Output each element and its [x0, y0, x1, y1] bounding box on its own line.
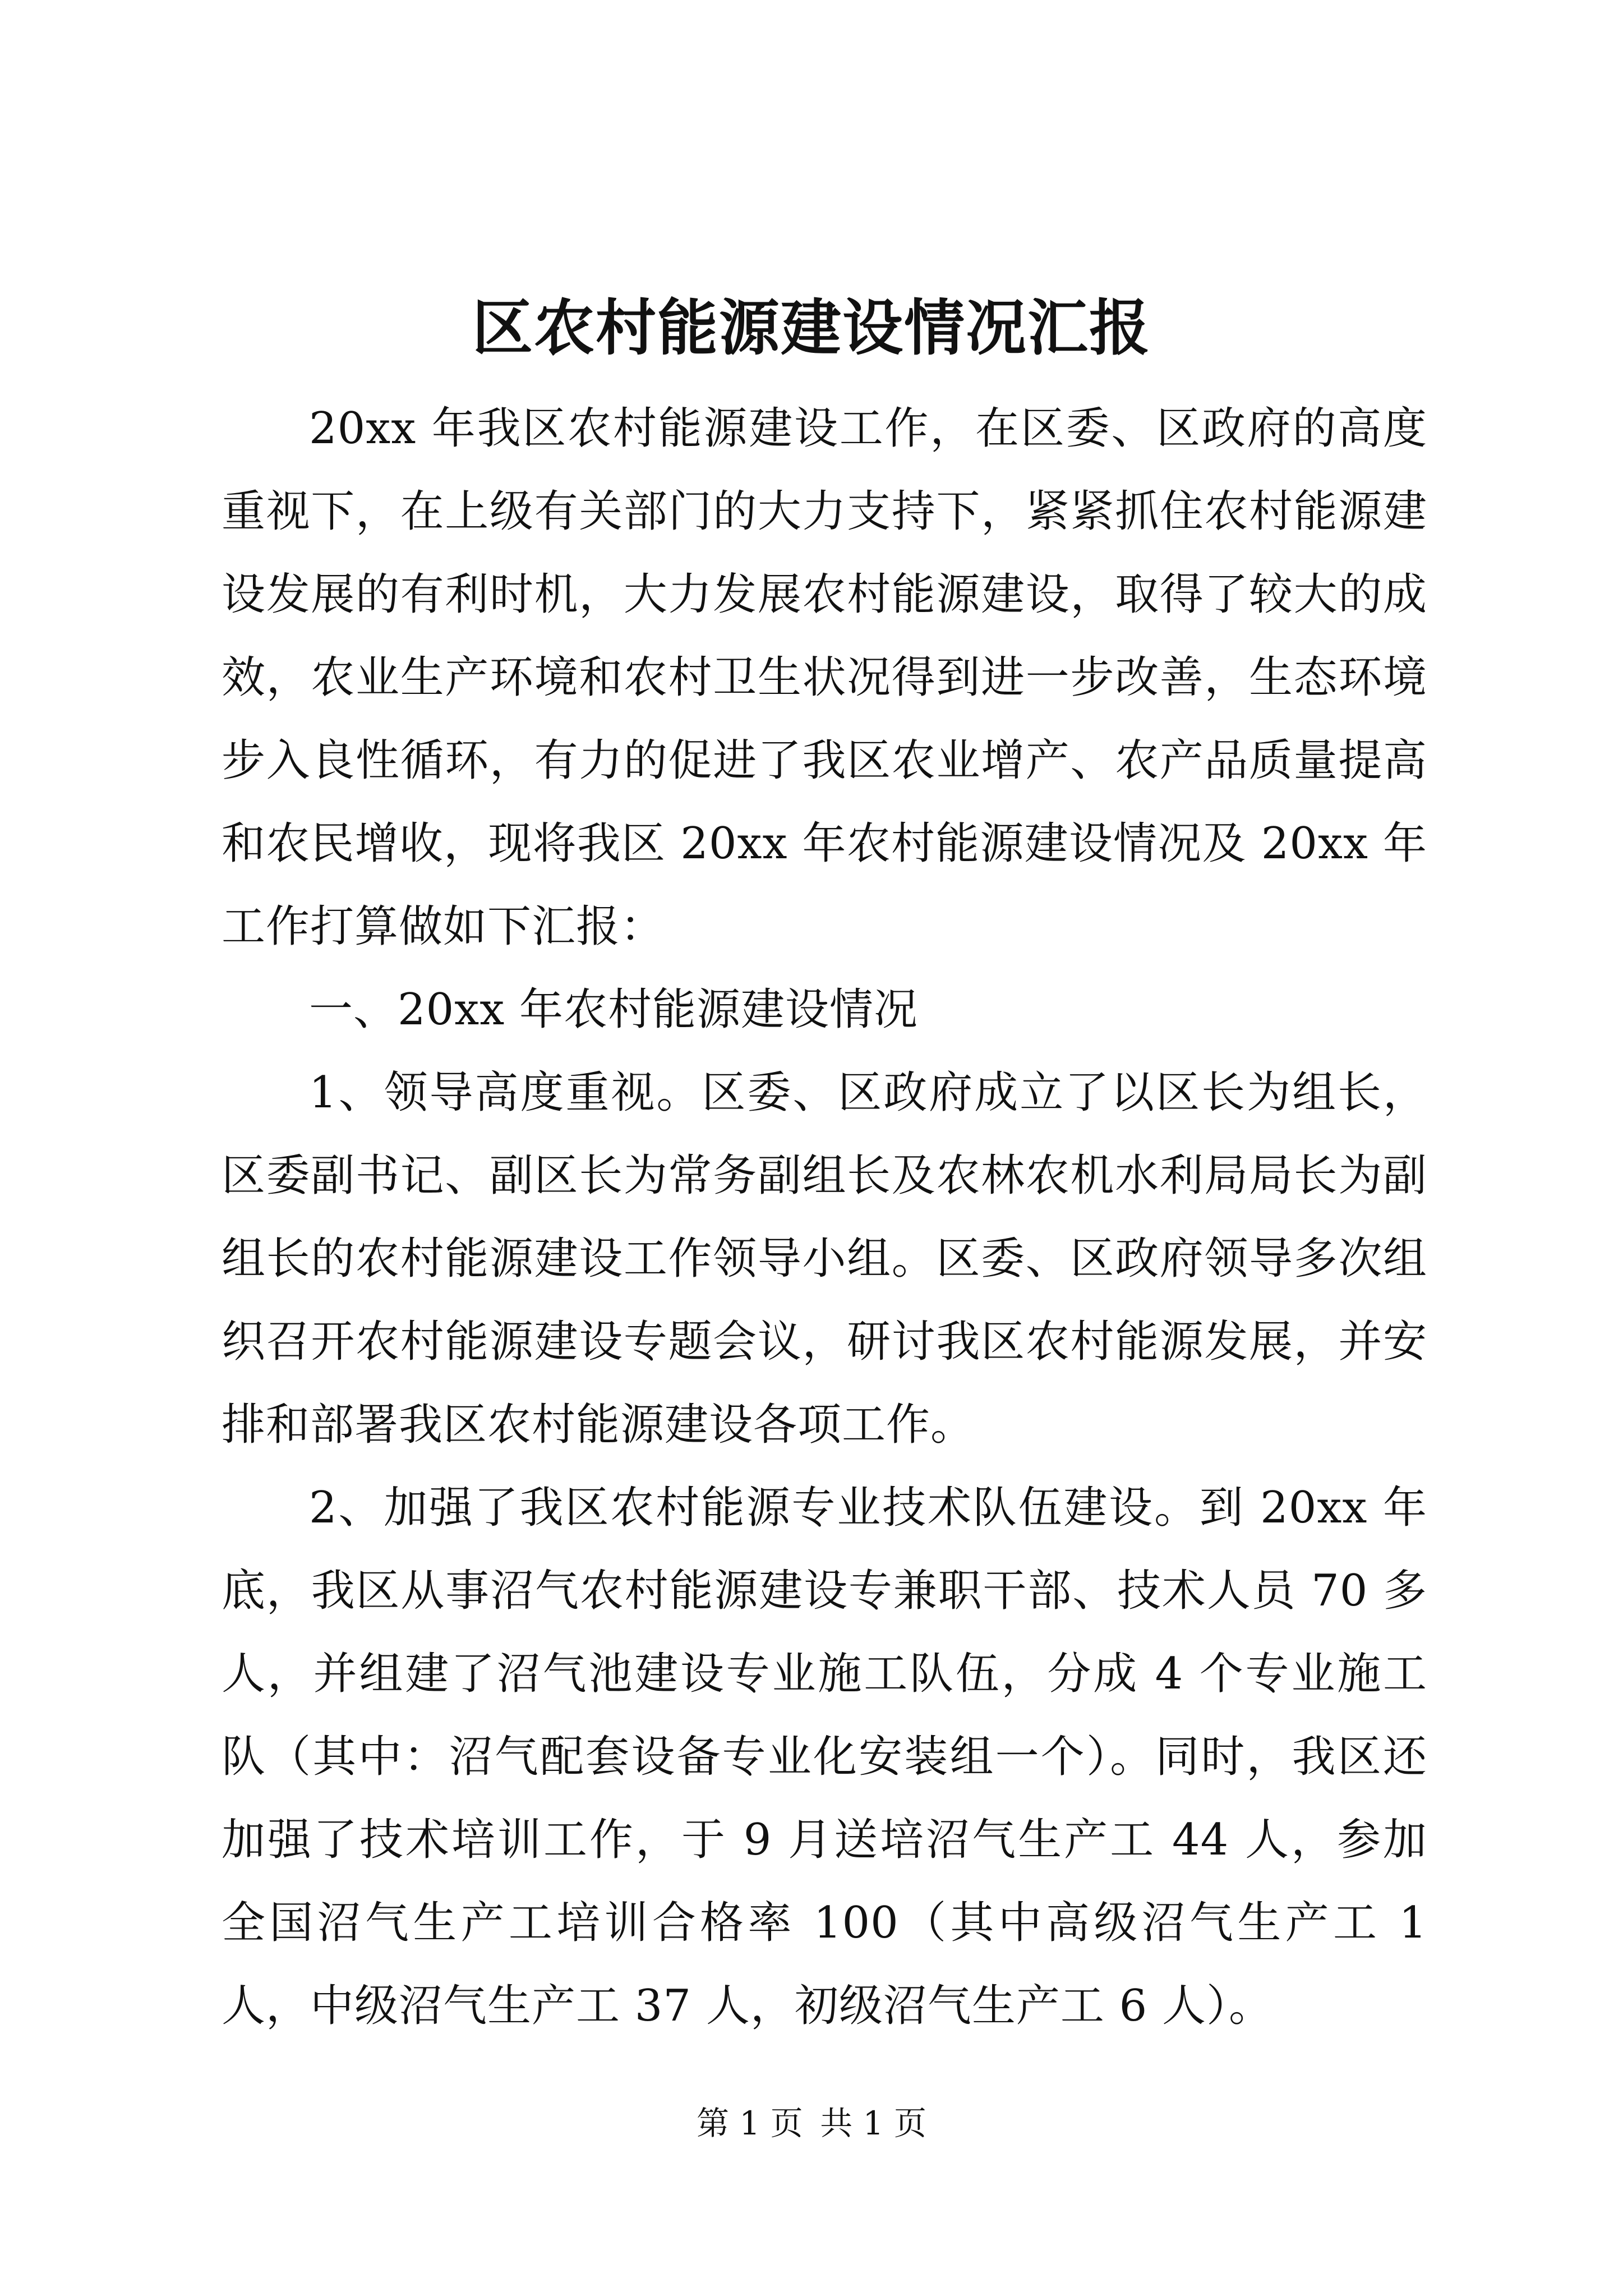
page-footer: [0, 2101, 1623, 2146]
page-number: 第 1 页: [697, 2104, 803, 2142]
paragraph-team-building: 2、加强了我区农村能源专业技术队伍建设。到 20xx 年底，我区从事沼气农村能源建设专兼职干部、技术人员 70 多人，并组建了沼气池建设专业施工队伍，分成 4 个专业施工队（其中：沼气配套设备专业化安装组一个）。同时，我区还加强了技术培训工作，于 9 月送培沼气生产工 44 人，参加全国沼气生产工培训合格率 100（其中高级沼气生产工 1 人，中级沼气生产工 37 人，初级沼气生产工 6 人）。: [222, 1483, 1427, 2031]
page-total: 共 1 页: [820, 2104, 926, 2142]
document-title: 区农村能源建设情况汇报: [472, 293, 1151, 364]
paragraph-intro: 20xx 年我区农村能源建设工作，在区委、区政府的高度重视下，在上级有关部门的大力支持下，紧紧抓住农村能源建设发展的有利时机，大力发展农村能源建设，取得了较大的成效，农业生产环境和农村卫生状况得到进一步改善，生态环境步入良性循环，有力的促进了我区农业增产、农产品质量提高和农民增收，现将我区 20xx 年农村能源建设情况及 20xx 年工作打算做如下汇报：: [222, 403, 1427, 952]
paragraph-leadership: 1、领导高度重视。区委、区政府成立了以区长为组长，区委副书记、副区长为常务副组长及农林农机水利局局长为副组长的农村能源建设工作领导小组。区委、区政府领导多次组织召开农村能源建设专题会议，研讨我区农村能源发展，并安排和部署我区农村能源建设各项工作。: [222, 1068, 1427, 1450]
document-body: [222, 387, 1427, 2047]
section-heading-1: 一、20xx 年农村能源建设情况: [309, 984, 919, 1035]
